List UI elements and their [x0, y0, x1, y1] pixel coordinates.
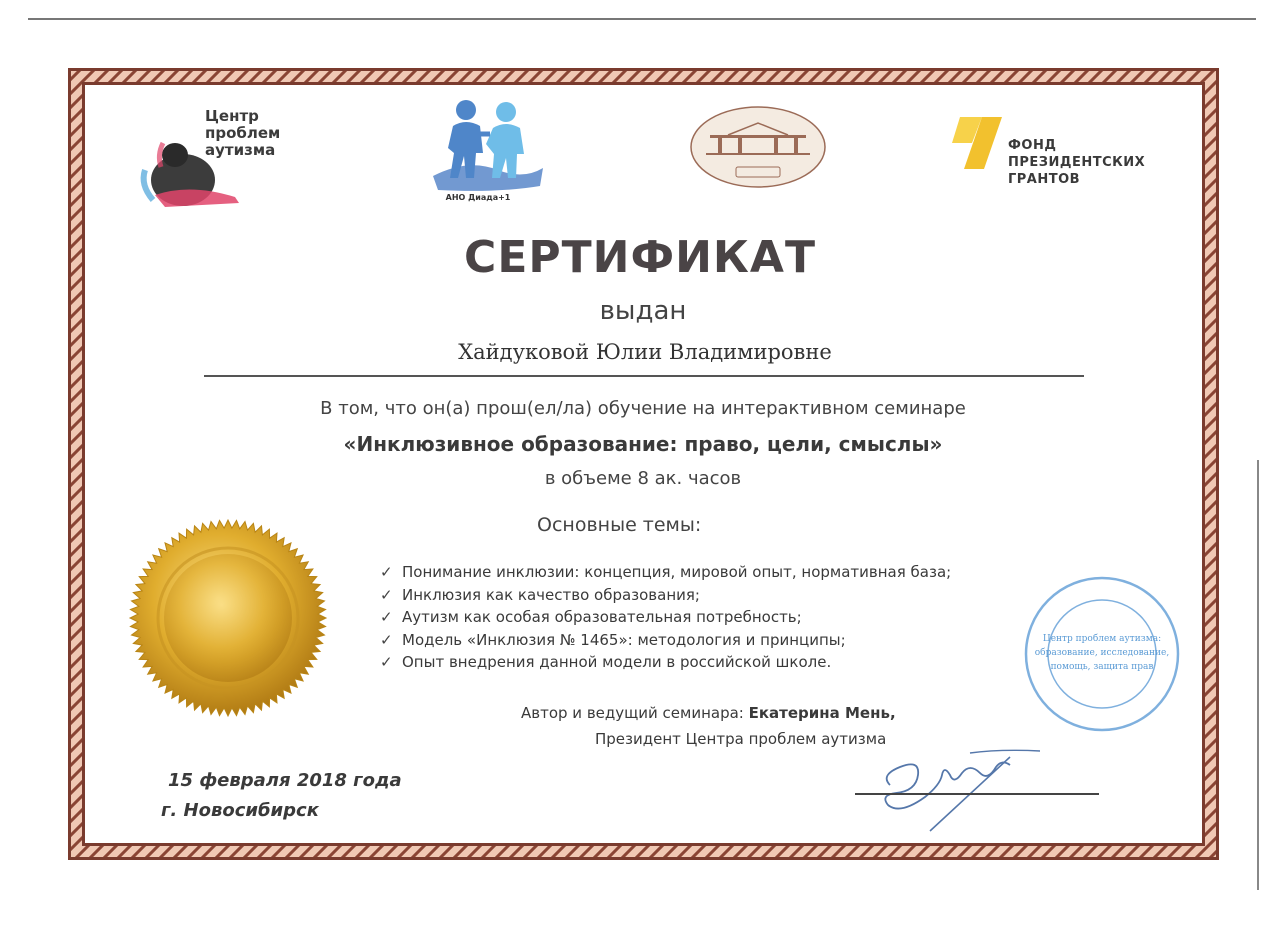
hours-volume: в объеме 8 ак. часов [544, 468, 742, 489]
signature-icon [870, 745, 1050, 835]
scan-edge-top [28, 18, 1256, 20]
diada-logo-label: АНО Диада+1 [445, 193, 511, 202]
logo-text-line: Центр [205, 107, 259, 125]
logo-text-line: ПРЕЗИДЕНТСКИХ [1008, 155, 1146, 170]
author-line [521, 704, 896, 722]
building-emblem-logo [688, 105, 828, 190]
logo-text-line: ГРАНТОВ [1008, 172, 1081, 187]
check-icon: ✓ [380, 563, 393, 581]
certificate-title: СЕРТИФИКАТ [464, 232, 816, 283]
list-item [380, 561, 951, 584]
issue-date: 15 февраля 2018 года [168, 770, 402, 791]
topic-text: Модель «Инклюзия № 1465»: методология и принципы; [402, 630, 846, 649]
topics-heading: Основные темы: [537, 514, 702, 536]
logo-text-line: проблем [205, 124, 281, 142]
list-item [380, 651, 951, 674]
stamp-text-line: образование, исследование, [1034, 648, 1170, 658]
list-item [380, 629, 951, 652]
topic-text: Опыт внедрения данной модели в российской школе. [402, 653, 832, 671]
scan-edge-right [1257, 460, 1259, 890]
list-item [380, 606, 951, 629]
autism-center-logo-text [205, 108, 280, 159]
logo-text-line: аутизма [205, 141, 276, 159]
issued-label: выдан [599, 296, 687, 326]
issue-city: г. Новосибирск [161, 800, 319, 821]
logo-text-line: ФОНД [1008, 138, 1057, 153]
stamp-text-line: Центр проблем аутизма: [1042, 634, 1162, 644]
stamp-text-line: помощь, защита прав [1050, 662, 1154, 672]
author-prefix: Автор и ведущий семинара: [521, 704, 744, 722]
topic-text: Понимание инклюзии: концепция, мировой опыт, нормативная база; [402, 563, 952, 581]
author-name: Екатерина Мень, [748, 704, 896, 722]
author-title: Президент Центра проблем аутизма [595, 730, 887, 748]
topic-text: Инклюзия как качество образования; [402, 585, 700, 604]
statement-text: В том, что он(а) прош(ел/ла) обучение на интерактивном семинаре [320, 398, 966, 419]
recipient-name: Хайдуковой Юлии Владимировне [458, 340, 832, 364]
fund-logo-text [1008, 137, 1145, 188]
diada-logo [428, 98, 548, 193]
topic-text: Аутизм как особая образовательная потребность; [402, 608, 802, 626]
gold-seal-icon [128, 518, 328, 718]
check-icon: ✓ [380, 653, 393, 671]
check-icon: ✓ [380, 630, 393, 649]
recipient-underline [204, 375, 1084, 377]
check-icon: ✓ [380, 585, 393, 604]
check-icon: ✓ [380, 608, 393, 626]
signature-line [855, 793, 1099, 795]
topics-list [380, 561, 951, 674]
seminar-title: «Инклюзивное образование: право, цели, смыслы» [343, 432, 943, 456]
presidential-grants-fund-logo [952, 117, 1012, 172]
list-item [380, 584, 951, 607]
blue-stamp-icon [1023, 575, 1181, 733]
